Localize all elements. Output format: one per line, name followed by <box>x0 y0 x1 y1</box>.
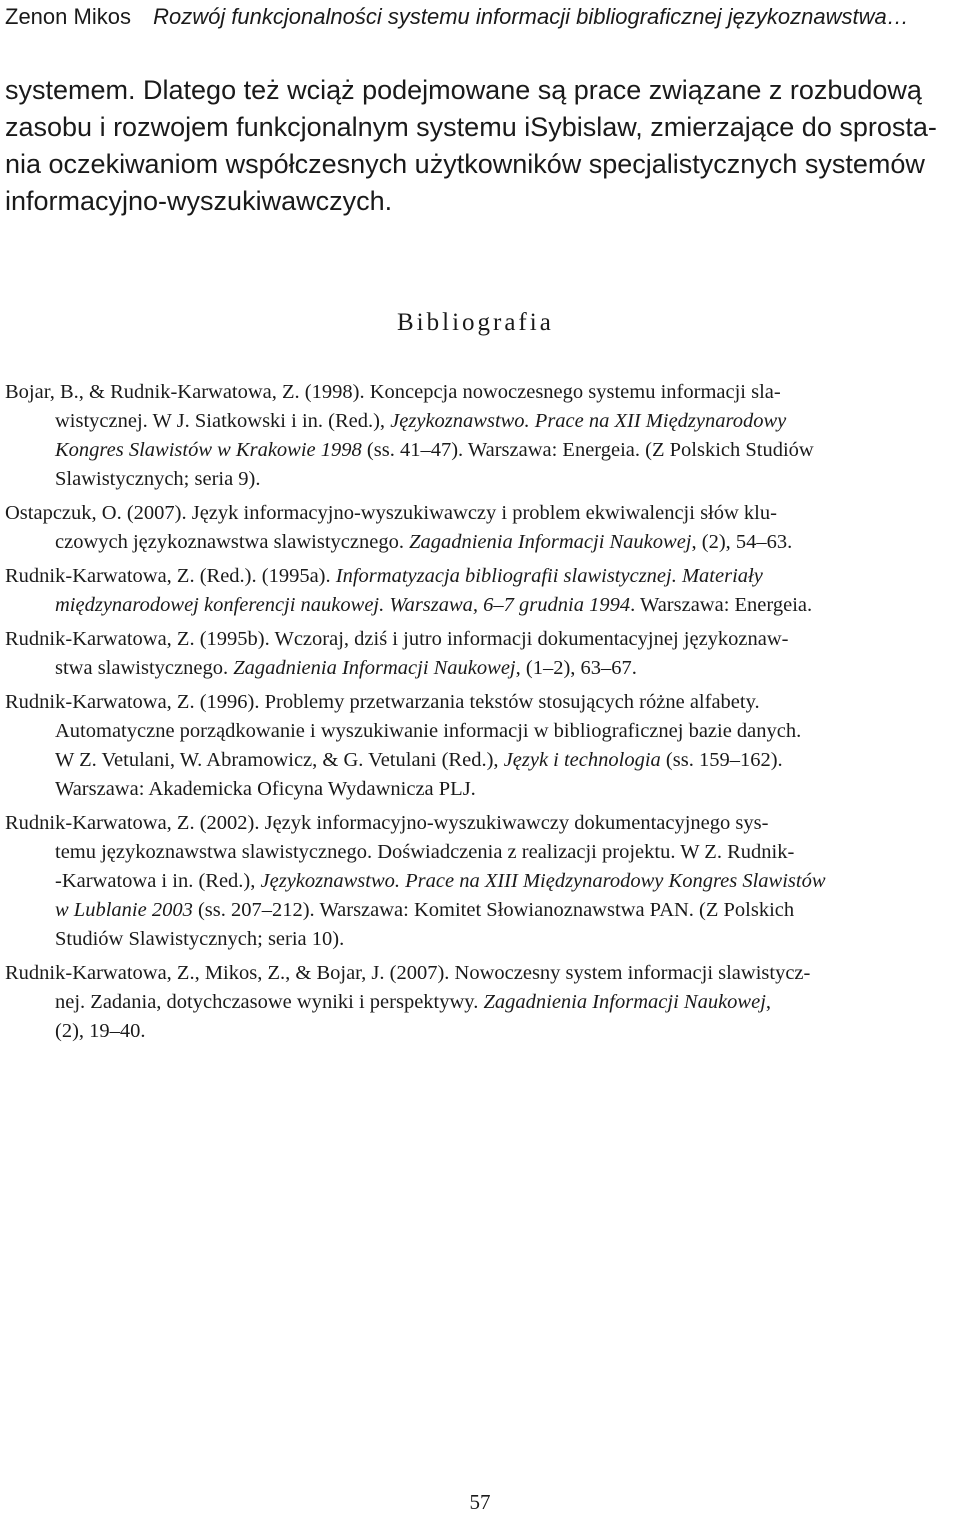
text-segment: czowych językoznawstwa slawistycznego. <box>55 531 410 553</box>
bibliography-entry-line <box>5 809 960 838</box>
text-segment: (ss. 207–212). Warszawa: Komitet Słowianoznawstwa PAN. (Z Polskich <box>192 899 795 921</box>
bibliography-entry <box>5 562 960 620</box>
text-segment: , <box>765 991 772 1013</box>
text-segment: Ostapczuk, O. (2007). Język informacyjno-wyszukiwawczy i problem ekwiwalencji słów klu- <box>5 502 777 524</box>
text-segment: Rudnik-Karwatowa, Z., Mikos, Z., & Bojar, J. (2007). Nowoczesny system informacji slawistycz- <box>5 962 811 984</box>
text-segment: Studiów Slawistycznych; seria 10). <box>55 928 345 950</box>
bibliography-entry-line <box>5 717 960 746</box>
italic-title-segment: w Lublanie 2003 <box>55 899 193 921</box>
text-segment: Warszawa: Akademicka Oficyna Wydawnicza PLJ. <box>55 778 476 800</box>
bibliography-entry-line <box>5 499 960 528</box>
bibliography-entry-line <box>5 378 960 407</box>
paragraph-line: zasobu i rozwojem funkcjonalnym systemu iSybislaw, zmierzające do sprosta- <box>5 112 937 142</box>
bibliography-entry-line <box>5 925 960 954</box>
running-header <box>5 2 955 32</box>
italic-title-segment: międzynarodowej konferencji naukowej. Warszawa, 6–7 grudnia 1994 <box>55 594 631 616</box>
text-segment: Rudnik-Karwatowa, Z. (1996). Problemy przetwarzania tekstów stosujących różne alfabety. <box>5 691 760 713</box>
text-segment: Rudnik-Karwatowa, Z. (1995b). Wczoraj, dziś i jutro informacji dokumentacyjnej językoznaw- <box>5 628 789 650</box>
bibliography-entry-line <box>5 1017 960 1046</box>
bibliography-entry-line <box>5 407 960 436</box>
bibliography-entry-line <box>5 746 960 775</box>
paragraph-line: systemem. Dlatego też wciąż podejmowane są prace związane z rozbudową <box>5 75 922 105</box>
bibliography-entry <box>5 959 960 1046</box>
text-segment: (2), 19–40. <box>55 1020 146 1042</box>
text-segment: , (1–2), 63–67. <box>515 657 637 679</box>
text-segment: Slawistycznych; seria 9). <box>55 468 261 490</box>
running-header-author: Zenon Mikos <box>5 4 131 29</box>
text-segment: nej. Zadania, dotychczasowe wyniki i perspektywy. <box>55 991 484 1013</box>
bibliography-entry-line <box>5 436 960 465</box>
text-segment: stwa slawistycznego. <box>55 657 234 679</box>
bibliography-entry <box>5 809 960 954</box>
text-segment: (ss. 159–162). <box>660 749 783 771</box>
paragraph-line: nia oczekiwaniom współczesnych użytkowników specjalistycznych systemów <box>5 149 925 179</box>
italic-title-segment: Kongres Slawistów w Krakowie 1998 <box>55 439 362 461</box>
bibliography-entry <box>5 625 960 683</box>
bibliography-entry-line <box>5 591 960 620</box>
text-segment: -Karwatowa i in. (Red.), <box>55 870 261 892</box>
italic-title-segment: Informatyzacja bibliografii slawistycznej. Materiały <box>335 565 763 587</box>
bibliography-entry-line <box>5 654 960 683</box>
text-segment: temu językoznawstwa slawistycznego. Doświadczenia z realizacji projektu. W Z. Rudnik- <box>55 841 795 863</box>
running-header-title: Rozwój funkcjonalności systemu informacji bibliograficznej językoznawstwa… <box>153 4 909 29</box>
text-segment: (ss. 41–47). Warszawa: Energeia. (Z Polskich Studiów <box>361 439 814 461</box>
section-heading-bibliography: Bibliografia <box>397 309 554 336</box>
bibliography-entry-line <box>5 896 960 925</box>
text-segment: wistycznej. W J. Siatkowski i in. (Red.), <box>55 410 391 432</box>
italic-title-segment: Zagadnienia Informacji Naukowej <box>483 991 766 1013</box>
italic-title-segment: Język i technologia <box>503 749 661 771</box>
bibliography-entry <box>5 499 960 557</box>
bibliography-entry-line <box>5 465 960 494</box>
bibliography-entry-line <box>5 867 960 896</box>
bibliography-entry-line <box>5 838 960 867</box>
italic-title-segment: Językoznawstwo. Prace na XII Międzynarodowy <box>390 410 787 432</box>
italic-title-segment: Zagadnienia Informacji Naukowej <box>409 531 692 553</box>
bibliography-entry <box>5 378 960 494</box>
paragraph-line: informacyjno-wyszukiwawczych. <box>5 186 393 216</box>
text-segment: . Warszawa: Energeia. <box>630 594 813 616</box>
bibliography-entry <box>5 688 960 804</box>
text-segment: Bojar, B., & Rudnik-Karwatowa, Z. (1998). Koncepcja nowoczesnego systemu informacji sla- <box>5 381 781 403</box>
bibliography-entry-line <box>5 562 960 591</box>
bibliography-entry-line <box>5 775 960 804</box>
body-paragraph <box>5 72 956 220</box>
bibliography-entry-line <box>5 988 960 1017</box>
bibliography-entry-line <box>5 625 960 654</box>
bibliography-entry-line <box>5 959 960 988</box>
text-segment: Rudnik-Karwatowa, Z. (Red.). (1995a). <box>5 565 336 587</box>
italic-title-segment: Językoznawstwo. Prace na XIII Międzynarodowy Kongres Slawistów <box>260 870 826 892</box>
italic-title-segment: Zagadnienia Informacji Naukowej <box>233 657 516 679</box>
text-segment: Automatyczne porządkowanie i wyszukiwanie informacji w bibliograficznej bazie danych. <box>55 720 802 742</box>
text-segment: Rudnik-Karwatowa, Z. (2002). Język informacyjno-wyszukiwawczy dokumentacyjnego sys- <box>5 812 769 834</box>
text-segment: W Z. Vetulani, W. Abramowicz, & G. Vetulani (Red.), <box>55 749 504 771</box>
bibliography-entry-line <box>5 528 960 557</box>
bibliography-list <box>5 378 960 1051</box>
text-segment: , (2), 54–63. <box>691 531 793 553</box>
page-number: 57 <box>469 1490 491 1514</box>
bibliography-entry-line <box>5 688 960 717</box>
